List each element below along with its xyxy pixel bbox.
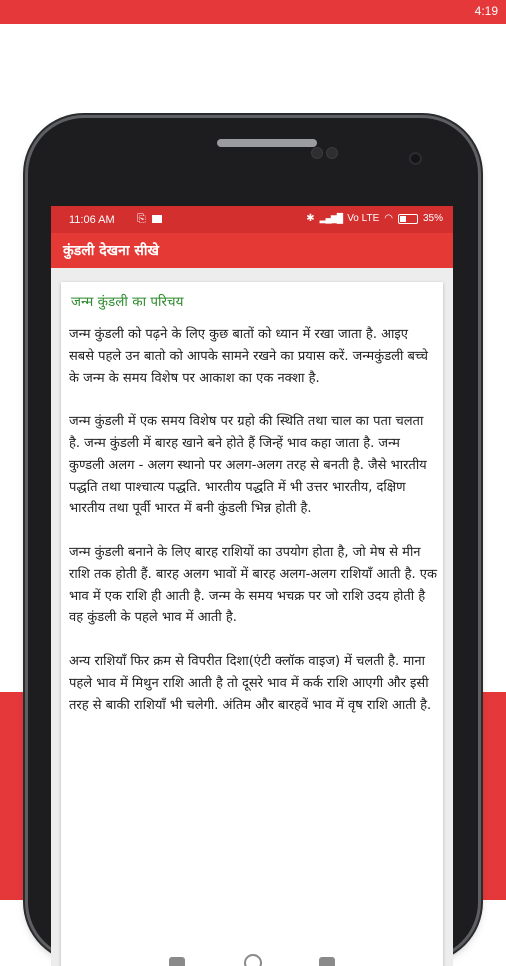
proximity-sensor — [311, 147, 323, 159]
article-heading: जन्म कुंडली का परिचय — [71, 294, 184, 310]
article-paragraph: जन्म कुंडली को पढ़ने के लिए कुछ बातों को ध्यान में रखा जाता है. आइए सबसे पहले उन बातो को आपके सामने रखने का प्रयास करें. जन्मकुंडली बच्चे के जन्म के समय विशेष पर आकाश का एक नक्शा है. — [69, 327, 429, 386]
status-clock: 11:06 AM — [69, 214, 115, 226]
article-paragraph: जन्म कुंडली में एक समय विशेष पर ग्रहो की स्थिति तथा चाल का पता चलता है. जन्म कुंडली में बारह खाने बने होते हैं जिन्हें भाव कहा जाता है. जन्म कुण्डली अलग - अलग स्थानो पर अलग-अलग तरह से बनती है. जैसे भारतीय पद्धति तथा पाश्चात्य पद्धति. भारतीय पद्धति में भी उत्तर भारतीय, दक्षिण भारतीय तथा पूर्वी भारत में बनी कुंडली भिन्न होती है. — [69, 414, 427, 517]
app-toolbar — [51, 233, 453, 268]
status-indicators — [306, 213, 443, 224]
notification-icon: ⎘ — [137, 213, 146, 225]
article-card[interactable] — [61, 282, 443, 966]
bluetooth-icon: ✱ — [306, 213, 315, 224]
signal-icon: ▂▄▆█ — [319, 213, 343, 223]
article-paragraph: अन्य राशियाँ फिर क्रम से विपरीत दिशा(एंटी क्लॉक वाइज) में चलती है. माना पहले भाव में मिथुन राशि आती है तो दूसरे भाव में कर्क राशि आएगी और इसी तरह से बाकी राशियाँ भी चलेगी. अंतिम और बारहवें भाव में वृष राशि आती है. — [69, 653, 432, 713]
article-paragraph: जन्म कुंडली बनाने के लिए बारह राशियों का उपयोग होता है, जो मेष से मीन राशि तक होती हैं. बारह अलग भावों में बारह अलग-अलग राशियाँ आती है. एक भाव में एक राशि ही आती है. जन्म के समय भचक्र पर जो राशि उदय होती है वह कुंडली के पहले भाव में आती है. — [69, 544, 437, 626]
back-button[interactable] — [169, 957, 185, 966]
device-status-bar — [0, 0, 506, 24]
phone-frame — [28, 118, 478, 958]
wifi-icon: ◠ — [384, 213, 393, 224]
volte-label: Vo LTE — [347, 213, 380, 224]
app-status-bar — [51, 206, 453, 233]
speaker-grille — [217, 139, 317, 147]
front-camera — [409, 152, 422, 165]
device-clock: 4:19 — [474, 4, 498, 18]
home-button[interactable] — [244, 954, 262, 966]
navigation-bar — [51, 952, 453, 966]
battery-icon — [398, 214, 418, 224]
recents-button[interactable] — [319, 957, 335, 966]
message-icon — [152, 215, 162, 223]
app-title: कुंडली देखना सीखे — [63, 243, 159, 259]
light-sensor — [326, 147, 338, 159]
battery-percent: 35% — [422, 213, 443, 224]
phone-screen — [51, 206, 453, 966]
article-body — [69, 324, 437, 738]
